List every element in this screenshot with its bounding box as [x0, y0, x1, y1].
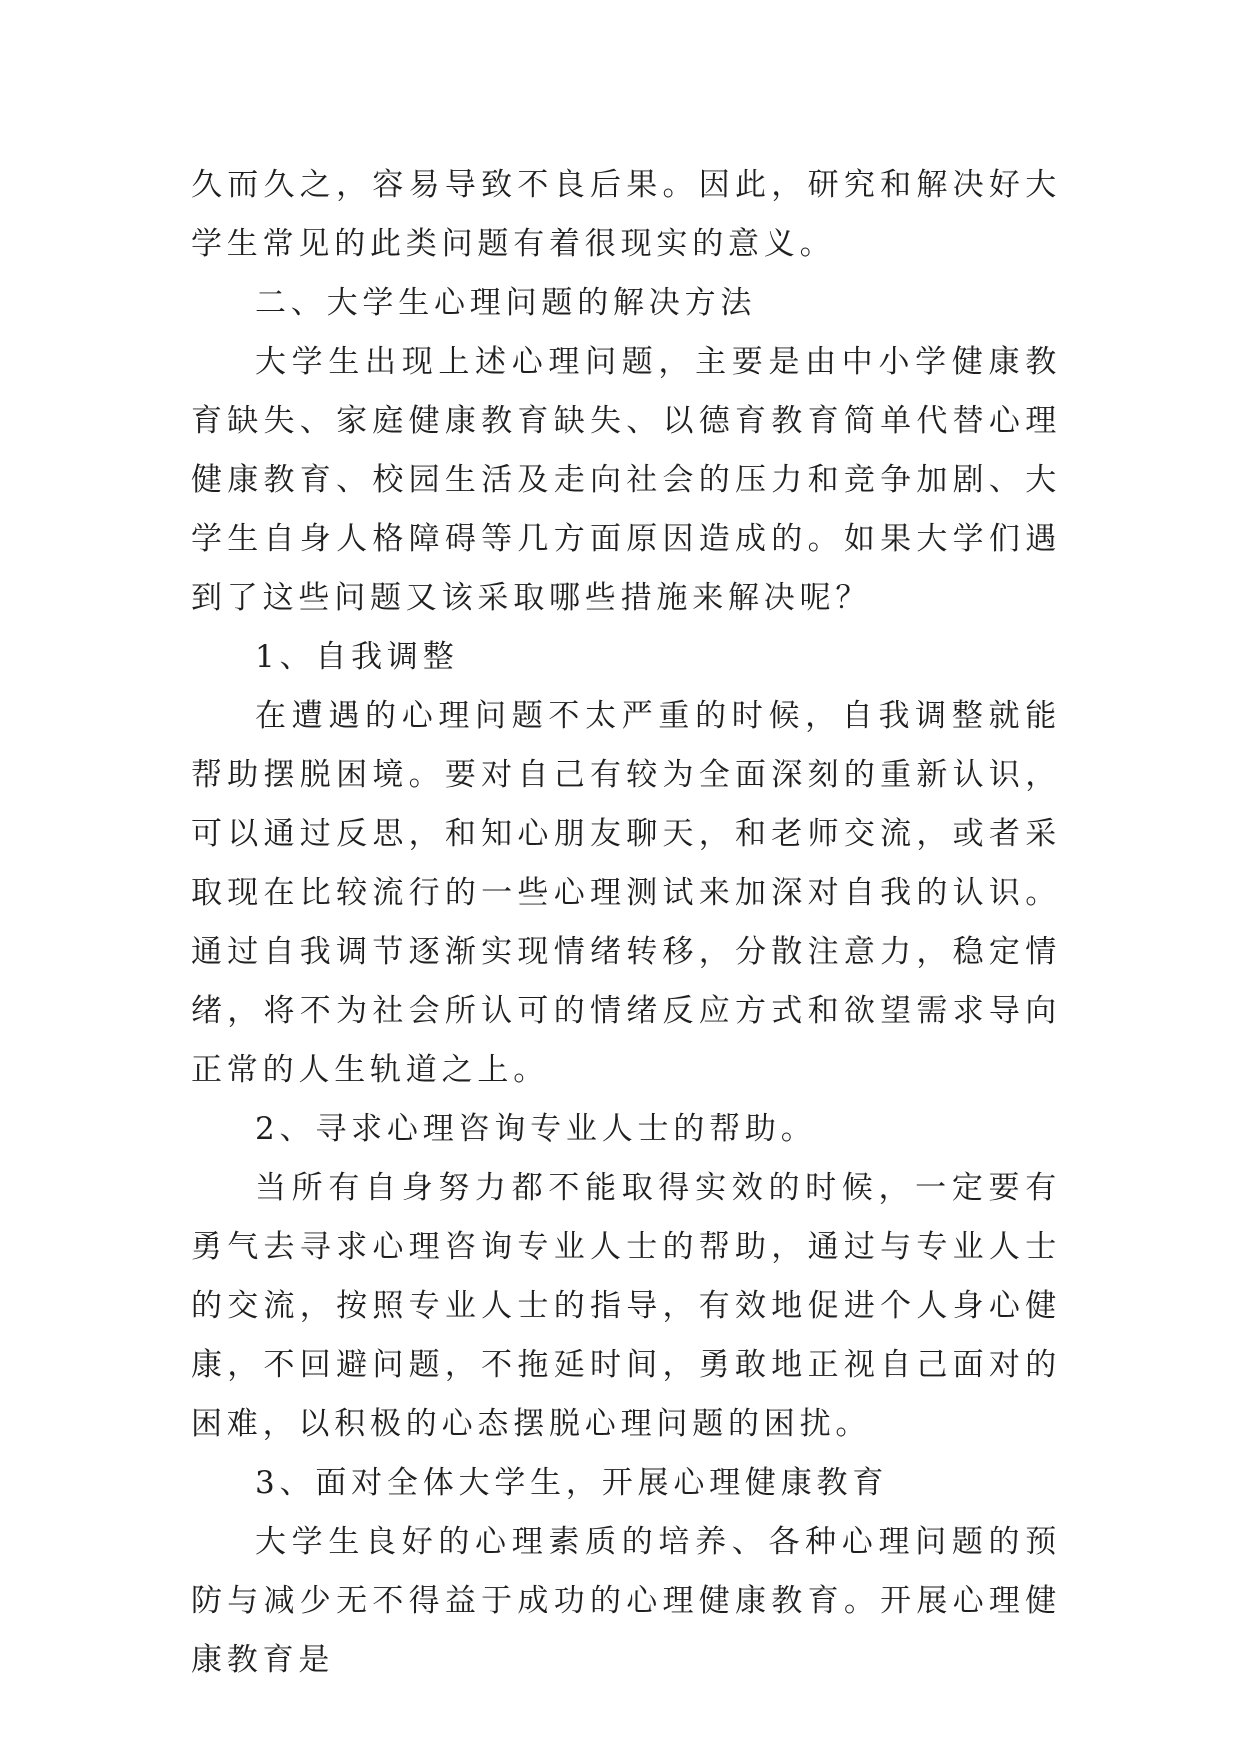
subheading-professional-help: 2、寻求心理咨询专业人士的帮助。: [255, 1111, 817, 1147]
paragraph-professional-help: 当所有自身努力都不能取得实效的时候，一定要有勇气去寻求心理咨询专业人士的帮助，通过与专业人士的交流，按照专业人士的指导，有效地促进个人身心健康，不回避问题，不拖延时间，勇敢地正视自己面对的困难，以积极的心态摆脱心理问题的困扰。: [191, 1170, 1061, 1442]
document-body: [191, 156, 1061, 1690]
paragraph-causes: 大学生出现上述心理问题，主要是由中小学健康教育缺失、家庭健康教育缺失、以德育教育简单代替心理健康教育、校园生活及走向社会的压力和竞争加剧、大学生自身人格障碍等几方面原因造成的。如果大学们遇到了这些问题又该采取哪些措施来解决呢？: [191, 344, 1061, 616]
section-heading-solutions: 二、大学生心理问题的解决方法: [255, 285, 757, 321]
paragraph-continuation: 久而久之，容易导致不良后果。因此，研究和解决好大学生常见的此类问题有着很现实的意义。: [191, 167, 1061, 262]
subheading-health-education: 3、面对全体大学生，开展心理健康教育: [255, 1465, 889, 1501]
subheading-self-adjustment: 1、自我调整: [255, 639, 459, 675]
paragraph-self-adjustment: 在遭遇的心理问题不太严重的时候，自我调整就能帮助摆脱困境。要对自己有较为全面深刻的重新认识，可以通过反思，和知心朋友聊天，和老师交流，或者采取现在比较流行的一些心理测试来加深对自我的认识。通过自我调节逐渐实现情绪转移，分散注意力，稳定情绪，将不为社会所认可的情绪反应方式和欲望需求导向正常的人生轨道之上。: [191, 698, 1061, 1088]
paragraph-health-education: 大学生良好的心理素质的培养、各种心理问题的预防与减少无不得益于成功的心理健康教育。开展心理健康教育是: [191, 1524, 1061, 1678]
